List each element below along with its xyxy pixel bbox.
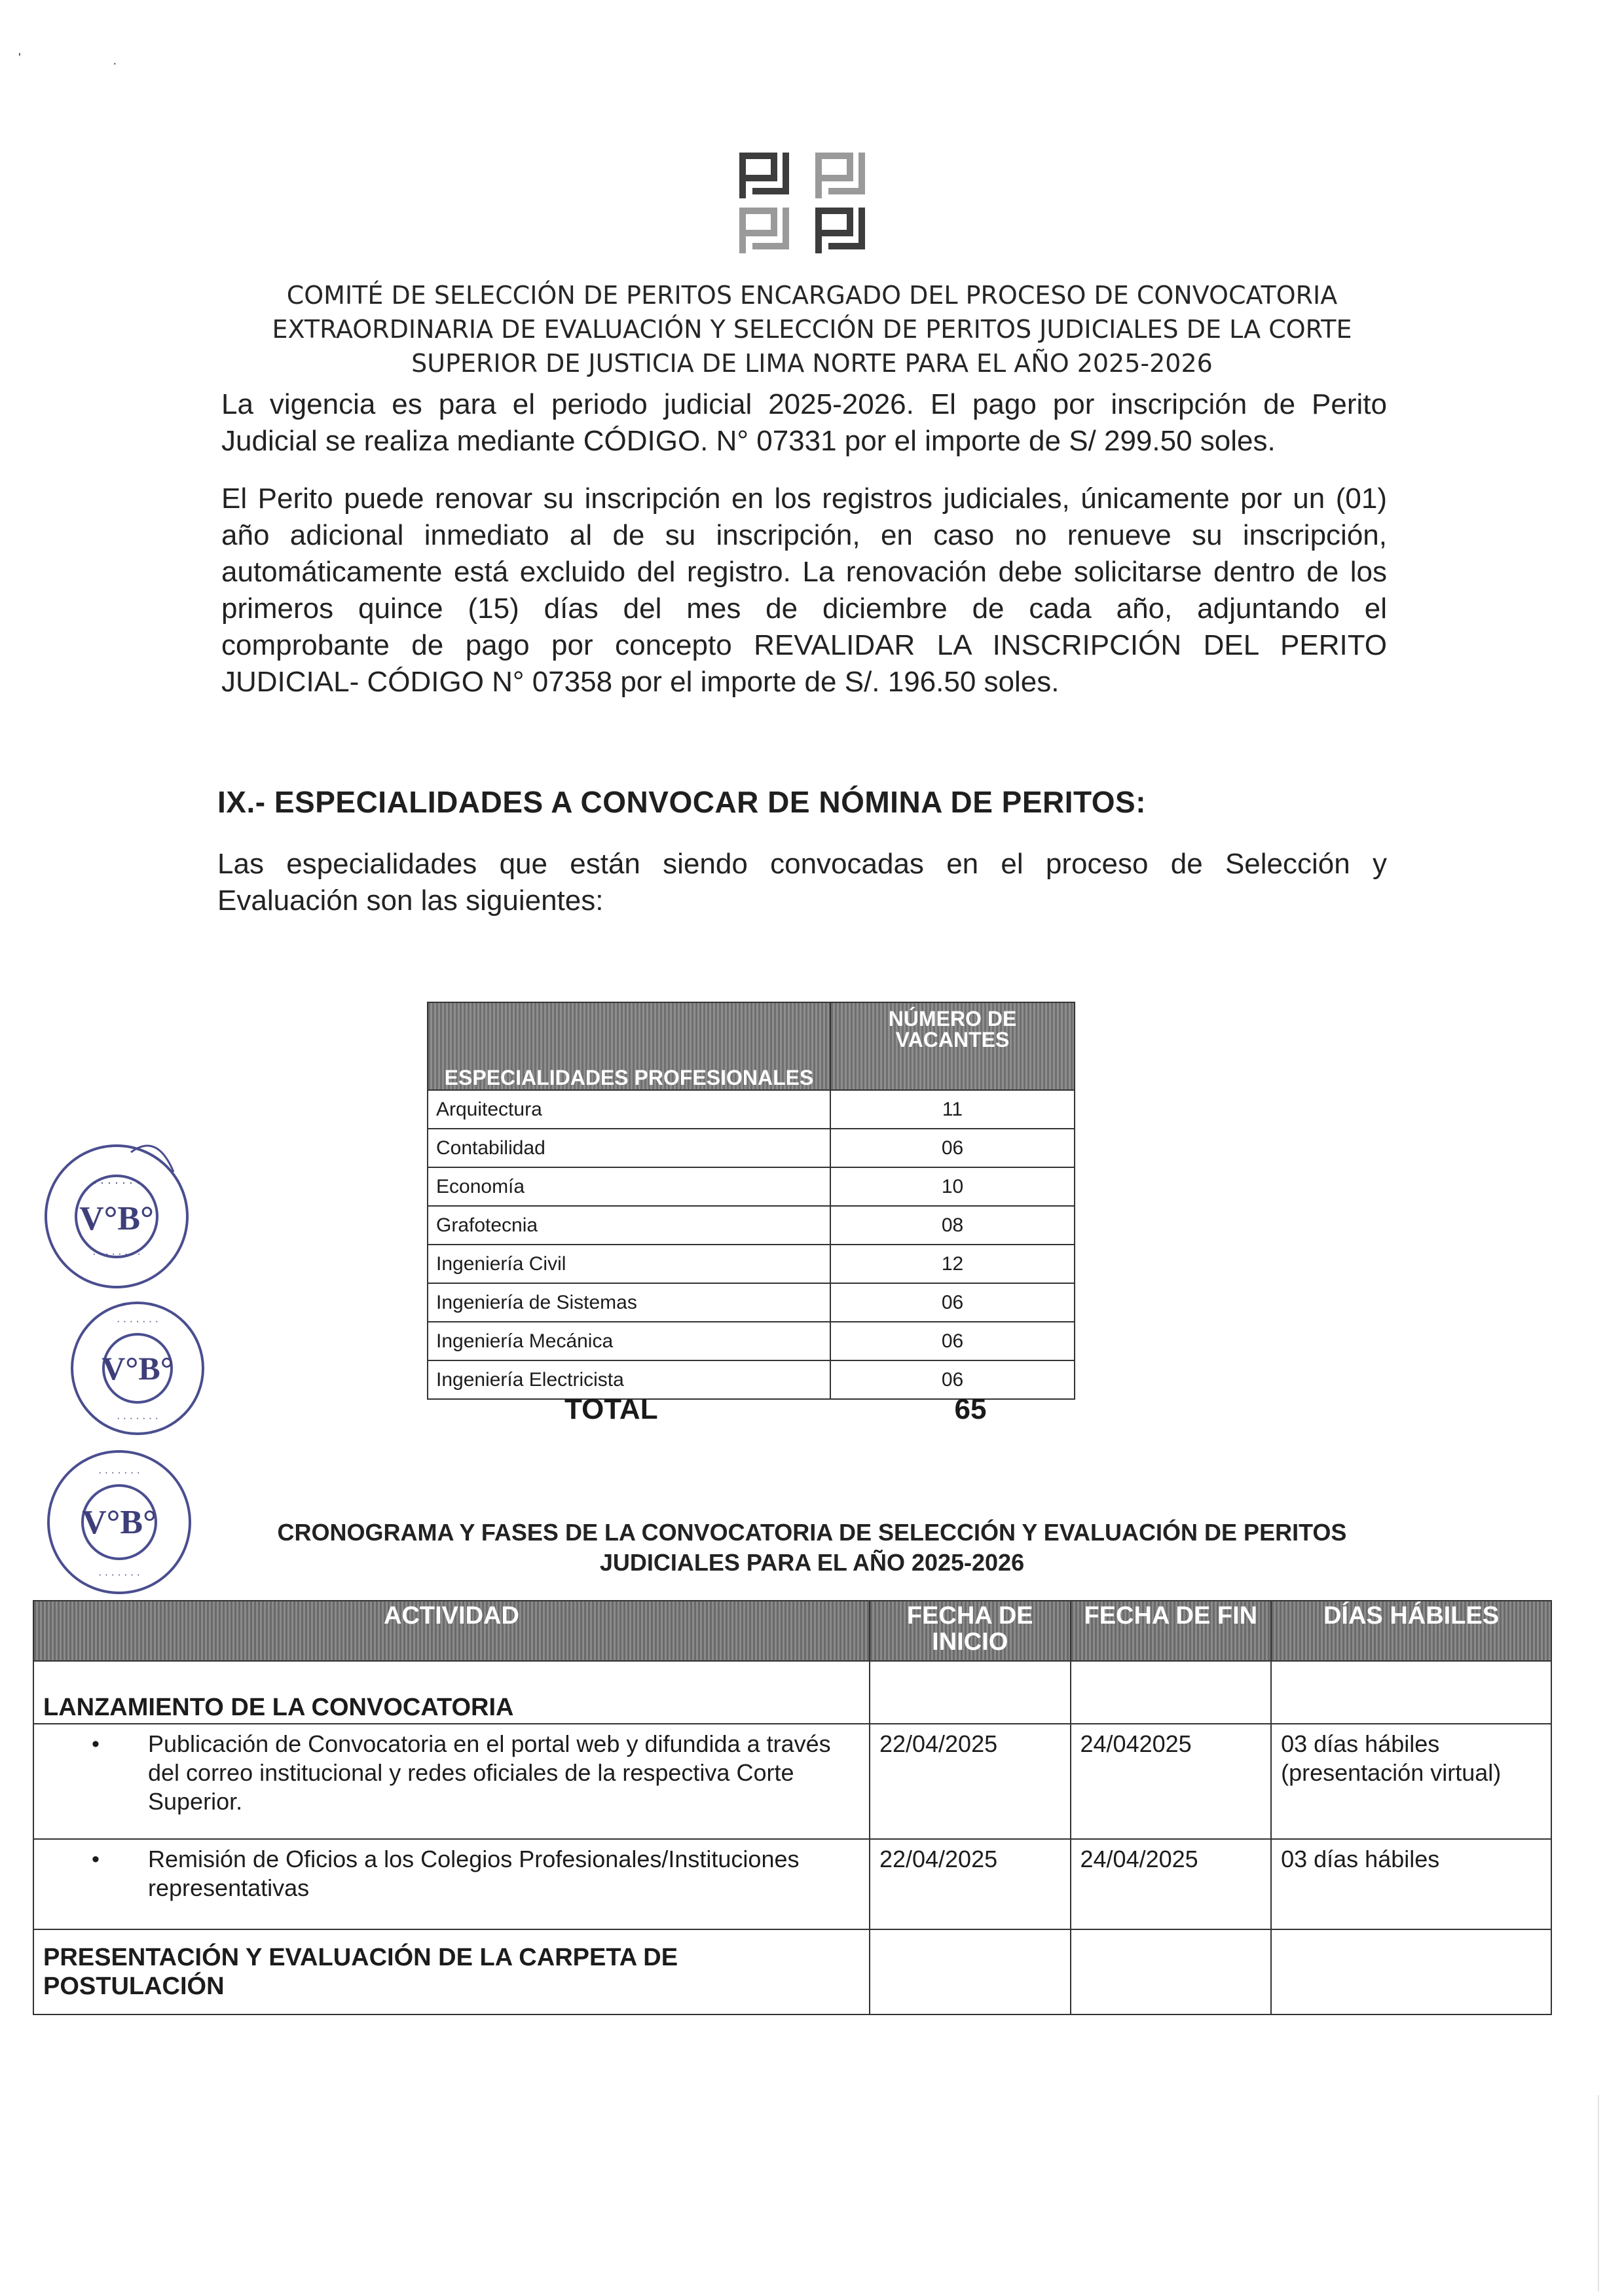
svg-text:· · · · · · ·: · · · · · · · — [93, 1176, 140, 1189]
vacancy-count: 11 — [830, 1090, 1075, 1129]
column-header: ESPECIALIDADES PROFESIONALES — [428, 1002, 830, 1090]
svg-text:· · · · · · ·: · · · · · · · — [117, 1316, 158, 1327]
specialty-name: Ingeniería Electricista — [428, 1360, 830, 1399]
committee-line: EXTRAORDINARIA DE EVALUACIÓN Y SELECCIÓN DE PERITOS JUDICIALES DE LA CORTE — [272, 315, 1352, 344]
approval-seal-icon — [52, 1293, 223, 1444]
schedule-title-line: JUDICIALES PARA EL AÑO 2025-2026 — [599, 1549, 1025, 1576]
paragraph-line: La vigencia es para el periodo judicial 2025-2026. El pago por inscripción de Perito — [221, 388, 1387, 420]
table-row — [428, 1206, 1075, 1245]
committee-heading — [196, 278, 1428, 380]
vacancy-count: 10 — [830, 1167, 1075, 1206]
section-title: IX.- ESPECIALIDADES A CONVOCAR DE NÓMINA DE PERITOS: — [217, 785, 1147, 819]
start-date: 22/04/2025 — [870, 1724, 1071, 1839]
bullet-icon: • — [92, 1732, 100, 1757]
bullet-icon: • — [92, 1847, 100, 1872]
phase-heading: PRESENTACIÓN Y EVALUACIÓN DE LA CARPETA DE POSTULACIÓN — [33, 1929, 870, 2014]
total-value: 65 — [954, 1393, 987, 1425]
scan-mark: · — [113, 56, 117, 71]
total-label: TOTAL — [564, 1393, 658, 1425]
table-row — [428, 1090, 1075, 1129]
vacancy-count: 06 — [830, 1360, 1075, 1399]
start-date: 22/04/2025 — [870, 1839, 1071, 1929]
table-row — [33, 1839, 1551, 1929]
table-row — [33, 1724, 1551, 1839]
paragraph-line: El Perito puede renovar su inscripción en los registros judiciales, únicamente por un (01) — [221, 483, 1387, 515]
table-row — [428, 1322, 1075, 1360]
activity-cell — [33, 1839, 870, 1929]
phase-heading: LANZAMIENTO DE LA CONVOCATORIA — [33, 1661, 870, 1724]
column-header: ACTIVIDAD — [33, 1601, 870, 1661]
paragraph-line: primeros quince (15) días del mes de diciembre de cada año, adjuntando el — [221, 592, 1387, 625]
business-days: 03 días hábiles (presentación virtual) — [1271, 1724, 1551, 1839]
specialty-name: Grafotecnia — [428, 1206, 830, 1245]
svg-text:· · · · · · ·: · · · · · · · — [117, 1413, 158, 1424]
specialty-name: Contabilidad — [428, 1129, 830, 1167]
vacancy-count: 12 — [830, 1245, 1075, 1283]
business-days: 03 días hábiles — [1271, 1839, 1551, 1929]
specialty-name: Ingeniería Civil — [428, 1245, 830, 1283]
svg-text:· · · · · · ·: · · · · · · · — [98, 1569, 140, 1580]
svg-text:V°B°: V°B° — [101, 1350, 174, 1387]
vacancy-count: 06 — [830, 1283, 1075, 1322]
column-header: FECHA DE FIN — [1071, 1601, 1272, 1661]
schedule-table — [33, 1600, 1552, 2015]
paragraph-line: JUDICIAL- CÓDIGO N° 07358 por el importe de S/. 196.50 soles. — [221, 666, 1060, 698]
committee-line: SUPERIOR DE JUSTICIA DE LIMA NORTE PARA EL AÑO 2025-2026 — [411, 349, 1213, 378]
svg-text:V°B°: V°B° — [82, 1504, 157, 1541]
schedule-title-line: CRONOGRAMA Y FASES DE LA CONVOCATORIA DE SELECCIÓN Y EVALUACIÓN DE PERITOS — [277, 1519, 1347, 1546]
svg-text:V°B°: V°B° — [79, 1200, 154, 1237]
paragraph-line: Las especialidades que están siendo convocadas en el proceso de Selección y — [217, 848, 1387, 880]
pj-logo-icon — [735, 147, 887, 259]
vacancy-count: 08 — [830, 1206, 1075, 1245]
activity-text: Remisión de Oficios a los Colegios Profesionales/Instituciones representativas — [148, 1846, 800, 1901]
committee-line: COMITÉ DE SELECCIÓN DE PERITOS ENCARGADO DEL PROCESO DE CONVOCATORIA — [286, 281, 1338, 310]
table-row — [33, 1929, 1551, 2014]
validity-paragraph — [221, 386, 1387, 460]
svg-text:· · · · · · · ·: · · · · · · · · — [92, 1248, 141, 1260]
end-date: 24/04/2025 — [1071, 1839, 1272, 1929]
end-date: 24/042025 — [1071, 1724, 1272, 1839]
table-row — [428, 1167, 1075, 1206]
column-header: DÍAS HÁBILES — [1271, 1601, 1551, 1661]
paragraph-line: automáticamente está excluido del registro. La renovación debe solicitarse dentro de los — [221, 556, 1387, 588]
specialties-total — [427, 1393, 1075, 1432]
column-header: FECHA DE INICIO — [870, 1601, 1071, 1661]
paragraph-line: Evaluación son las siguientes: — [217, 884, 604, 917]
table-row — [428, 1283, 1075, 1322]
paragraph-line: año adicional inmediato al de su inscripción, en caso no renueve su inscripción, — [221, 519, 1387, 551]
paragraph-line: Judicial se realiza mediante CÓDIGO. N° 07331 por el importe de S/ 299.50 soles. — [221, 425, 1276, 457]
section-intro — [217, 846, 1387, 919]
column-header: NÚMERO DE VACANTES — [830, 1002, 1075, 1090]
approval-seal-icon — [33, 1440, 210, 1604]
vacancy-count: 06 — [830, 1322, 1075, 1360]
specialty-name: Economía — [428, 1167, 830, 1206]
activity-cell — [33, 1724, 870, 1839]
scan-mark: ' — [18, 51, 21, 65]
activity-text: Publicación de Convocatoria en el portal web y difundida a través del correo institucional y redes oficiales de la respectiva Corte Superior. — [148, 1730, 831, 1815]
schedule-title — [216, 1518, 1408, 1578]
specialty-name: Ingeniería de Sistemas — [428, 1283, 830, 1322]
scan-edge-line — [1598, 2095, 1599, 2291]
table-row — [428, 1129, 1075, 1167]
svg-text:· · · · · · ·: · · · · · · · — [98, 1467, 140, 1478]
table-row — [428, 1245, 1075, 1283]
specialties-table — [427, 1002, 1082, 1400]
vacancy-count: 06 — [830, 1129, 1075, 1167]
approval-seal-icon — [33, 1126, 203, 1303]
specialty-name: Ingeniería Mecánica — [428, 1322, 830, 1360]
paragraph-line: comprobante de pago por concepto REVALIDAR LA INSCRIPCIÓN DEL PERITO — [221, 629, 1387, 661]
renewal-paragraph — [221, 481, 1387, 701]
specialty-name: Arquitectura — [428, 1090, 830, 1129]
table-row — [33, 1661, 1551, 1724]
